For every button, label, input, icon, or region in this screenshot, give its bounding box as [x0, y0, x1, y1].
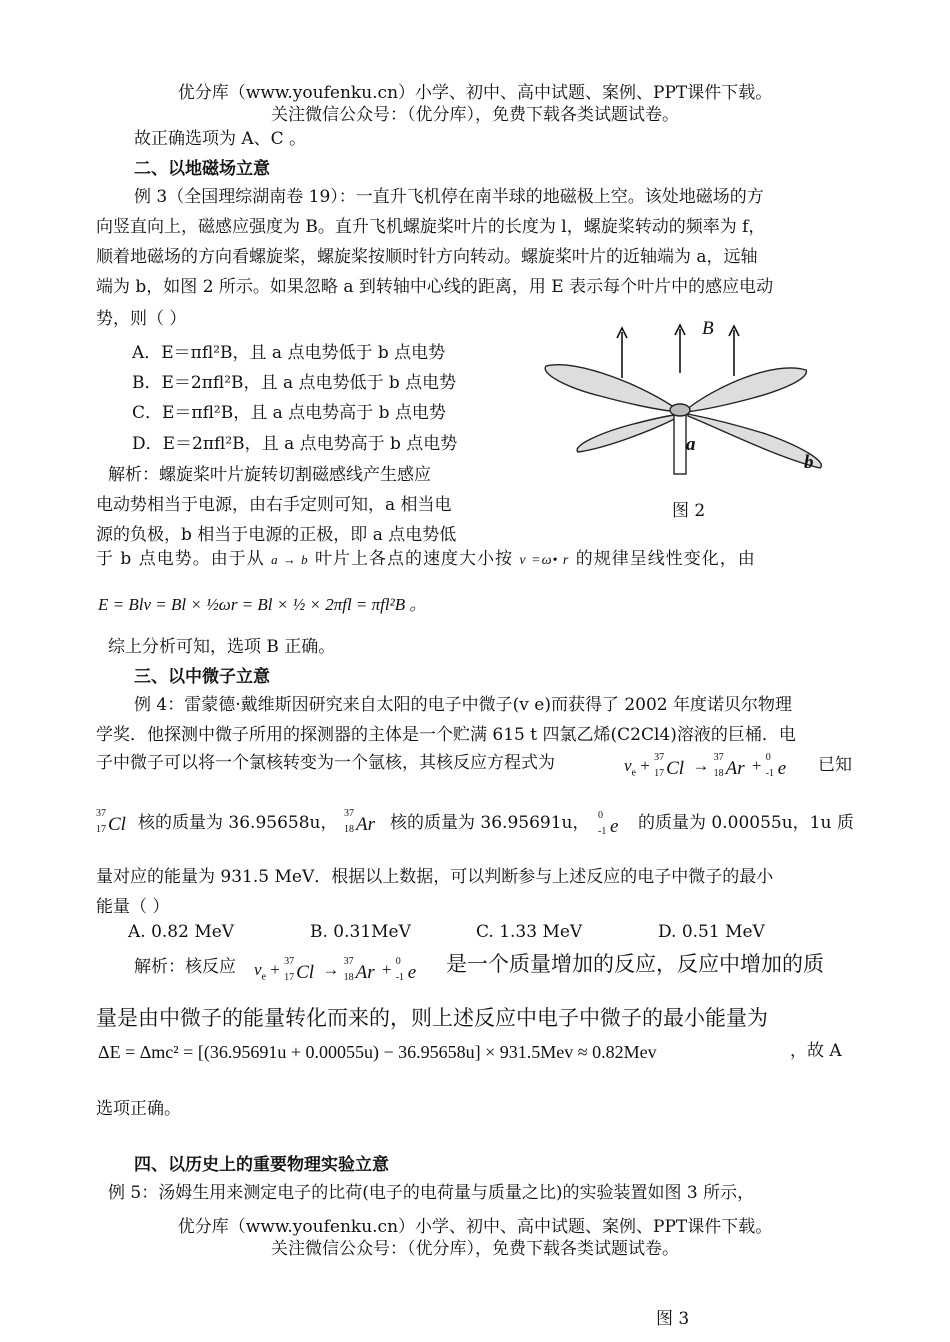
question-3-line: 势，则（ ） [96, 309, 187, 329]
section-4-heading: 四、以历史上的重要物理实验立意 [134, 1155, 389, 1175]
label-b: b [804, 452, 814, 473]
question-3-line: 端为 b，如图 2 所示。如果忽略 a 到转轴中心线的距离，用 E 表示每个叶片中的感应电动 [96, 277, 774, 297]
reaction-line [96, 748, 555, 773]
delta-suffix: ，故 A [790, 1041, 842, 1061]
emf-formula: E = Blv = Bl × ½ωr = Bl × ½ × 2πfl = πfl²B 。 [98, 595, 427, 614]
analysis-line-2: 量是由中微子的能量转化而来的，则上述反应中电子中微子的最小能量为 [96, 1006, 768, 1030]
electron-nuclide: 0 -1 e [598, 810, 619, 837]
analysis-prefix: 解析：核反应 [134, 957, 236, 977]
question-5-line: 例 5：汤姆生用来测定电子的比荷(电子的电荷量与质量之比)的实验装置如图 3 所示， [108, 1183, 755, 1203]
previous-answer: 故正确选项为 A、C 。 [134, 129, 307, 149]
analysis-line: 源的负极，b 相当于电源的正极，即 a 点电势低 [96, 525, 457, 545]
energy-line: 量对应的能量为 931.5 MeV．根据以上数据，可以判断参与上述反应的电子中微子的最小 [96, 867, 774, 887]
label-a: a [686, 434, 696, 455]
blade-left [545, 365, 678, 412]
delta-e-formula: ΔE = Δmc² = [(36.95691u + 0.00055u) − 36.95658u] × 931.5Mev ≈ 0.82Mev [98, 1042, 657, 1062]
reaction-prefix: 子中微子可以将一个氯核转变为一个氩核，其核反应方程式为 [96, 753, 555, 773]
electron-mass-text: 的质量为 0.00055u，1u 质 [638, 813, 854, 833]
footer-line-1: 优分库（www.youfenku.cn）小学、初中、高中试题、案例、PPT课件下载。 [177, 1217, 773, 1237]
blade-lower-left [577, 414, 680, 452]
blade-lower-right [688, 414, 821, 468]
figure-2-caption: 图 2 [672, 501, 706, 521]
option-c: C．E＝πfl²B，且 a 点电势高于 b 点电势 [132, 403, 446, 423]
question-3-line: 例 3（全国理综湖南卷 19）：一直升飞机停在南半球的地磁极上空。该处地磁场的方 [134, 187, 764, 207]
reaction-equation: $v_e$ + 37 17 Cl → 37 18 Ar + 0 -1 e [624, 752, 787, 779]
speed-formula: v =ω• r [519, 553, 570, 568]
option-a: A．E＝πfl²B，且 a 点电势低于 b 点电势 [132, 343, 446, 363]
a-to-b: a → b [271, 552, 309, 567]
section-2-heading: 二、以地磁场立意 [134, 159, 270, 179]
question-3-line: 顺着地磁场的方向看螺旋桨，螺旋桨按顺时针方向转动。螺旋桨叶片的近轴端为 a，远轴 [96, 247, 758, 267]
option-b: B. 0.31MeV [310, 922, 411, 942]
ar-nuclide: 37 18 Ar [344, 808, 375, 835]
conclusion: 综上分析可知，选项 B 正确。 [108, 637, 336, 657]
reaction-suffix: 已知 [818, 755, 852, 775]
analysis-line: 电动势相当于电源，由右手定则可知，a 相当电 [96, 495, 452, 515]
analysis-suffix: 是一个质量增加的反应，反应中增加的质 [446, 952, 824, 976]
footer-line-2: 关注微信公众号：（优分库），免费下载各类试题试卷。 [271, 1239, 679, 1259]
section-3-heading: 三、以中微子立意 [134, 667, 270, 687]
blade-right [686, 368, 806, 412]
figure-3-caption: 图 3 [656, 1309, 690, 1329]
option-b: B．E＝2πfl²B，且 a 点电势低于 b 点电势 [132, 373, 457, 393]
option-c: C. 1.33 MeV [476, 922, 583, 942]
question-4-line: 学奖．他探测中微子所用的探测器的主体是一个贮满 615 t 四氯乙烯(C2Cl4)溶液的巨桶．电 [96, 725, 796, 745]
speed-line [96, 544, 756, 569]
speed-suffix: 的规律呈线性变化，由 [575, 549, 756, 569]
ar-mass-text: 核的质量为 36.95691u， [390, 813, 590, 833]
analysis-reaction: $v_e$ + 37 17 Cl → 37 18 Ar + 0 -1 e [254, 956, 417, 983]
energy-line-2: 能量（ ） [96, 897, 170, 917]
final-line: 选项正确。 [96, 1099, 181, 1119]
question-4-line: 例 4：雷蒙德·戴维斯因研究来自太阳的电子中微子(v e)而获得了 2002 年度诺贝尔物理 [134, 695, 793, 715]
cl-mass-text: 核的质量为 36.95658u， [138, 813, 338, 833]
speed-prefix: 于 b 点电势。由于从 [96, 549, 265, 569]
question-3-line: 向竖直向上，磁感应强度为 B。直升飞机螺旋桨叶片的长度为 l，螺旋桨转动的频率为 f， [96, 217, 766, 237]
shaft [674, 410, 686, 474]
analysis-line: 解析：螺旋桨叶片旋转切割磁感线产生感应 [108, 465, 431, 485]
header-line-1: 优分库（www.youfenku.cn）小学、初中、高中试题、案例、PPT课件下载。 [177, 83, 773, 103]
hub [670, 404, 690, 416]
header-line-2: 关注微信公众号：（优分库），免费下载各类试题试卷。 [271, 105, 679, 125]
label-B: B [702, 318, 714, 339]
cl-nuclide: 37 17 Cl [96, 808, 126, 835]
speed-mid: 叶片上各点的速度大小按 [315, 549, 514, 569]
option-d: D．E＝2πfl²B，且 a 点电势高于 b 点电势 [132, 434, 458, 454]
option-a: A. 0.82 MeV [128, 922, 235, 942]
option-d: D. 0.51 MeV [658, 922, 765, 942]
